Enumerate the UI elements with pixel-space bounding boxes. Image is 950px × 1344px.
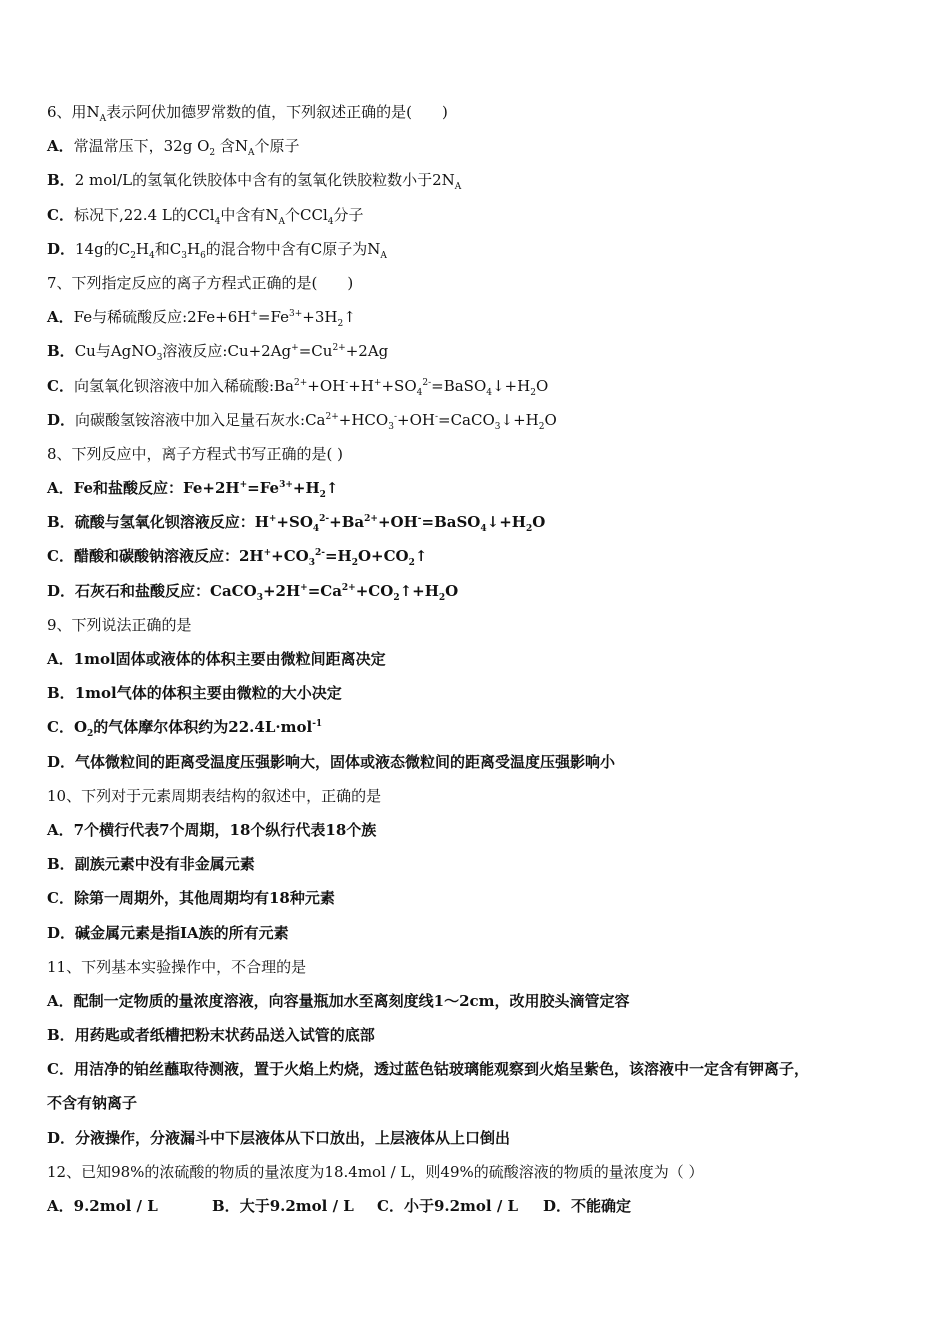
subscript: 6 [200,250,206,261]
option-line [47,334,927,368]
option-line [47,574,927,608]
option-line [47,505,927,539]
option-line [47,1121,927,1155]
exam-document [47,95,927,1223]
option-line [47,710,927,744]
option-line [47,163,927,197]
option-line [47,916,927,950]
option-line [47,129,927,163]
option-label: D． [47,1128,76,1147]
option-label: A． [47,308,74,327]
superscript: 3+ [288,309,303,320]
subscript: 4 [312,524,320,535]
subscript: 3 [256,592,263,603]
line-text: 10、下列对于元素周期表结构的叙述中，正确的是 [47,786,382,805]
superscript: 2+ [325,411,339,422]
line-text: 硫酸与氢氧化钡溶液反应：$H^++SO_4^{2-}+Ba^{2+}+OH^-=BaSO_4↓+H_2O$ [74,513,546,535]
option-line [47,539,927,573]
question-line [47,779,927,813]
superscript: - [345,377,349,388]
superscript: + [291,343,299,354]
option-text: 9.2mol / L [73,1197,158,1215]
line-text: 1mol气体的体积主要由微粒的大小决定 [74,684,342,703]
option-line [47,847,927,881]
subscript: 3 [181,250,187,261]
option-line [47,676,927,710]
line-text: 配制一定物质的量浓度溶液，向容量瓶加水至离刻度线1～2cm，改用胶头滴管定容 [73,991,630,1010]
subscript: 2 [351,558,358,569]
q12-option [47,1189,158,1223]
line-text: 分液操作，分液漏斗中下层液体从下口放出，上层液体从上口倒出 [75,1128,511,1147]
option-line [47,642,927,676]
superscript: - [434,411,438,422]
option-label: A． [47,820,74,839]
option-label: C． [47,889,74,908]
option-line [47,232,927,266]
superscript: - [417,514,422,525]
subscript: 2 [393,592,400,603]
subscript: 3 [308,558,315,569]
option-label: A． [47,479,74,498]
q12-option [212,1189,354,1223]
superscript: + [268,514,277,525]
option-line [47,300,927,334]
question-line [47,95,927,129]
superscript: + [250,309,258,320]
superscript: 2+ [364,514,378,525]
line-text: 1mol固体或液体的体积主要由微粒间距离决定 [73,650,386,668]
line-text: 7个横行代表7个周期，18个纵行代表18个族 [73,820,377,839]
line-text: 醋酸和碳酸钠溶液反应：$2H^++CO_3^{2-}=H_2O+CO_2↑$ [73,547,428,569]
subscript: A [454,182,462,193]
option-label: D． [47,410,76,429]
superscript: 2- [314,548,325,559]
subscript: 2 [525,524,533,535]
superscript: + [239,480,248,491]
subscript: 4 [416,387,423,398]
line-text: $O_2$的气体摩尔体积约为22.4L·mol$^{-1}$ [73,718,323,740]
option-label: B． [47,684,75,703]
q12-option [543,1189,631,1223]
superscript: - [393,411,397,422]
line-text: 6、用$N_A$表示阿伏加德罗常数的值，下列叙述正确的是( ) [47,103,448,124]
superscript: + [263,548,272,559]
option-label: A． [47,650,74,668]
line-text: 除第一周期外，其他周期均有18种元素 [73,889,335,908]
option-label: D． [47,923,76,942]
line-text: 8、下列反应中，离子方程式书写正确的是( ) [47,444,344,463]
option-line [47,1018,927,1052]
superscript: + [373,377,382,388]
line-text: 2 mol/L的氢氧化铁胶体中含有的氢氧化铁胶粒数小于$2N_A$ [74,171,462,193]
question-line [47,437,927,471]
option-line [47,745,927,779]
option-text: 不能确定 [571,1197,632,1215]
option-line [47,984,927,1018]
subscript: A [380,250,387,261]
subscript: 4 [327,216,334,227]
line-text: 向氢氧化钡溶液中加入稀硫酸$:Ba^{2+}+OH^-+H^++SO_4^{2-}=BaSO_4↓+H_2O$ [73,376,549,398]
subscript: 4 [480,524,487,535]
subscript: 2 [337,319,344,330]
subscript: A [278,216,285,227]
subscript: 2 [130,250,136,261]
question-line [47,950,927,984]
subscript: 4 [486,387,492,398]
option-label: D． [47,239,76,258]
superscript: 2+ [293,377,308,388]
option-line [47,813,927,847]
line-text: Fe和盐酸反应：$Fe+2H^+=Fe^{3+}+H_2↑$ [73,479,339,501]
q12-options [47,1189,927,1223]
subscript: A [99,114,107,124]
line-text: 常温常压下，32g $O_2$ 含$N_A$个原子 [73,137,300,159]
option-label: A． [47,137,74,156]
question-line [47,1155,927,1189]
q12-option [377,1189,518,1223]
option-label: B． [47,171,75,190]
superscript: 2- [422,377,432,388]
line-text: 12、已知98%的浓硫酸的物质的量浓度为18.4mol / L，则49%的硫酸溶液的物质的量浓度为（ ） [47,1162,704,1181]
line-text: 石灰石和盐酸反应：$CaCO_3+2H^+=Ca^{2+}+CO_2↑+H_2O$ [75,581,459,603]
option-label: B． [47,513,75,532]
line-text: Cu与AgNO$_3$溶液反应$:Cu+2Ag^+=Cu^{2+}+2Ag$ [74,342,389,364]
option-text: 小于9.2mol / L [403,1197,519,1215]
option-text: 大于9.2mol / L [239,1197,354,1215]
subscript: 2 [530,387,536,398]
superscript: + [300,582,308,593]
line-text: Fe与稀硫酸反应$:2Fe+6H^+=Fe^{3+}+3H_2↑$ [73,308,356,330]
line-text: 副族元素中没有非金属元素 [74,855,255,874]
option-line [47,881,927,915]
option-label: D． [47,752,76,771]
line-text: 11、下列基本实验操作中，不合理的是 [47,957,307,976]
option-label: A． [47,991,74,1010]
line-text: 9、下列说法正确的是 [47,615,192,634]
question-line [47,266,927,300]
superscript: 2+ [332,343,346,354]
subscript: 2 [87,729,94,740]
option-label: B． [47,1026,75,1045]
option-label: B． [47,855,75,874]
option-line [47,471,927,505]
option-label: C． [377,1197,404,1215]
subscript: 2 [408,558,415,569]
option-label: C． [47,1060,74,1079]
question-line [47,608,927,642]
option-line [47,198,927,232]
option-label: C． [47,547,74,566]
line-text: 向碳酸氢铵溶液中加入足量石灰水$:Ca^{2+}+HCO_3^-+OH^-=CaCO_3↓+H_2O$ [75,410,557,432]
line-text: 气体微粒间的距离受温度压强影响大，固体或液态微粒间的距离受温度压强影响小 [75,752,616,771]
option-line [47,369,927,403]
superscript: 2- [319,514,330,525]
subscript: 4 [149,250,155,261]
line-text: 不含有钠离子 [47,1094,138,1113]
option-label: C． [47,376,74,395]
option-label: C． [47,205,74,224]
superscript: -1 [312,719,323,730]
option-label: D． [543,1197,572,1215]
option-label: C． [47,718,74,737]
subscript: 2 [538,421,545,432]
line-text: 碱金属元素是指ⅠA族的所有元素 [75,923,289,942]
subscript: A [248,148,255,159]
subscript: 2 [319,490,326,501]
option-label: B． [47,342,75,361]
line-text: 14g的$C_2H_4$和$C_3H_6$的混合物中含有C原子为$N_A$ [75,239,387,261]
option-label: A． [47,1197,74,1215]
line-text: 用洁净的铂丝蘸取待测液，置于火焰上灼烧，透过蓝色钴玻璃能观察到火焰呈紫色，该溶液中一定含有钾离子， [73,1060,809,1079]
subscript: 2 [438,592,446,603]
line-text: 7、下列指定反应的离子方程式正确的是( ) [47,273,354,292]
subscript: 3 [388,421,394,432]
option-line [47,403,927,437]
subscript: 2 [209,148,216,159]
line-text: 用药匙或者纸槽把粉末状药品送入试管的底部 [74,1026,375,1045]
option-label: B． [212,1197,240,1215]
subscript: 3 [156,353,163,364]
question-line [47,1086,927,1120]
option-line [47,1052,927,1086]
subscript: 4 [214,216,221,227]
superscript: 3+ [279,480,293,491]
superscript: 2+ [341,582,356,593]
line-text: 标况下,22.4 L的CCl$_4$中含有$N_A$个CCl$_4$分子 [73,205,364,227]
option-label: D． [47,581,76,600]
subscript: 3 [494,421,501,432]
